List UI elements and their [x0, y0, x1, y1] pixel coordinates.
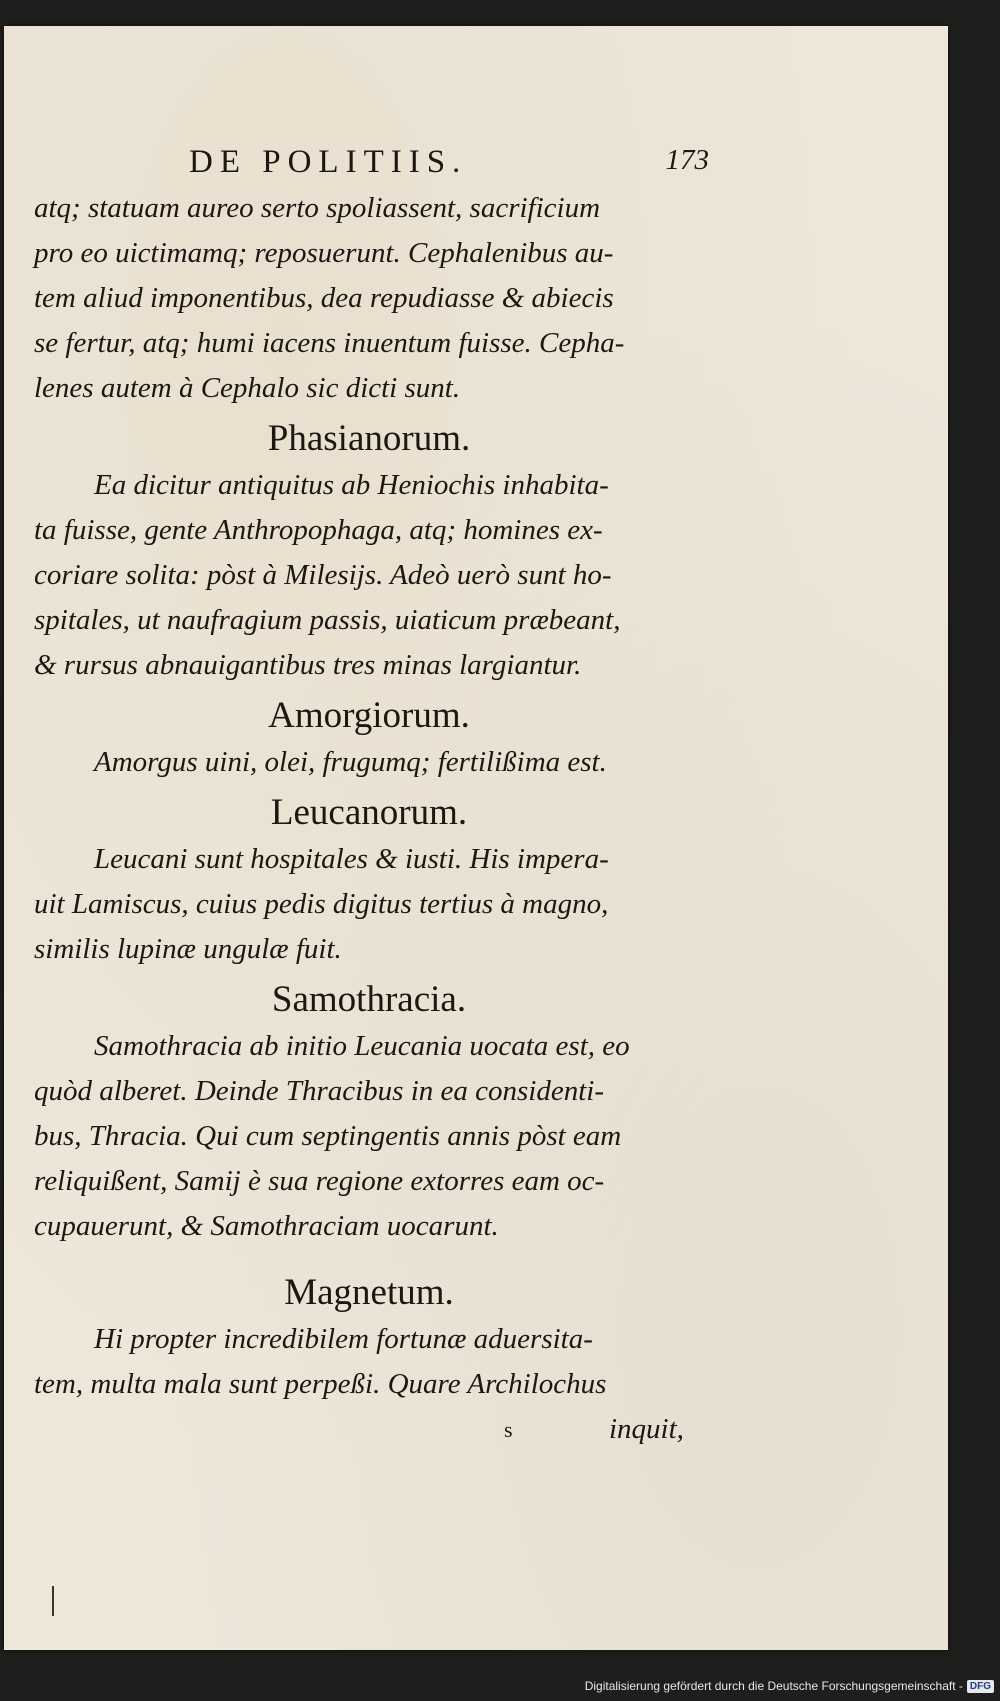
signature-row [34, 1407, 704, 1452]
dfg-logo-icon: DFG [967, 1680, 994, 1693]
section-gap [34, 1249, 704, 1265]
text-line: Samothracia ab initio Leucania uocata est, eo [94, 1030, 630, 1062]
text-line: cupauerunt, & Samothraciam uocarunt. [34, 1210, 499, 1242]
text-line: atq; statuam aureo serto spoliassent, sacrificium [34, 192, 601, 224]
text-line: spitales, ut naufragium passis, uiaticum præbeant, [34, 604, 621, 636]
text-body [34, 186, 704, 1452]
text-line: Leucani sunt hospitales & iusti. His impera- [94, 843, 609, 875]
section-heading-phasiani: Phasianorum. [267, 418, 471, 459]
text-line: pro eo uictimamq; reposuerunt. Cephalenibus au- [34, 237, 614, 269]
text-line: coriare solita: pòst à Milesijs. Adeò uerò sunt ho- [34, 559, 612, 591]
section-heading-amorgi: Amorgiorum. [268, 695, 470, 736]
digitization-credit [585, 1675, 994, 1697]
section-heading-samothracia: Samothracia. [271, 979, 467, 1020]
credit-text: Digitalisierung gefördert durch die Deutsche Forschungsgemeinschaft - [584, 1679, 963, 1693]
text-line: tem, multa mala sunt perpeßi. Quare Archilochus [34, 1368, 607, 1400]
text-line: quòd alberet. Deinde Thracibus in ea considenti- [34, 1075, 604, 1107]
catchword: inquit, [609, 1413, 684, 1445]
running-title: DE POLITIIS. [189, 144, 468, 180]
text-line: Ea dicitur antiquitus ab Heniochis inhabita- [94, 469, 609, 501]
text-line: uit Lamiscus, cuius pedis digitus tertius à magno, [34, 888, 609, 920]
margin-mark [52, 1586, 54, 1616]
running-head [189, 144, 709, 188]
text-line: & rursus abnauigantibus tres minas largiantur. [34, 649, 582, 681]
text-line: lenes autem à Cephalo sic dicti sunt. [34, 372, 461, 404]
text-line: Amorgus uini, olei, frugumq; fertilißima est. [94, 746, 607, 778]
text-line: tem aliud imponentibus, dea repudiasse & abiecis [34, 282, 614, 314]
section-heading-magnetes: Magnetum. [284, 1272, 454, 1313]
text-line: reliquißent, Samij è sua regione extorres eam oc- [34, 1165, 605, 1197]
text-line: bus, Thracia. Qui cum septingentis annis pòst eam [34, 1120, 622, 1152]
text-line: similis lupinæ ungulæ fuit. [34, 933, 342, 965]
signature-mark: s [504, 1417, 513, 1442]
book-page [4, 26, 948, 1650]
text-line: se fertur, atq; humi iacens inuentum fuisse. Cepha- [34, 327, 625, 359]
section-heading-leucani: Leucanorum. [270, 792, 468, 833]
text-line: Hi propter incredibilem fortunæ aduersita- [94, 1323, 593, 1355]
text-line: ta fuisse, gente Anthropophaga, atq; homines ex- [34, 514, 603, 546]
page-number: 173 [665, 144, 709, 176]
